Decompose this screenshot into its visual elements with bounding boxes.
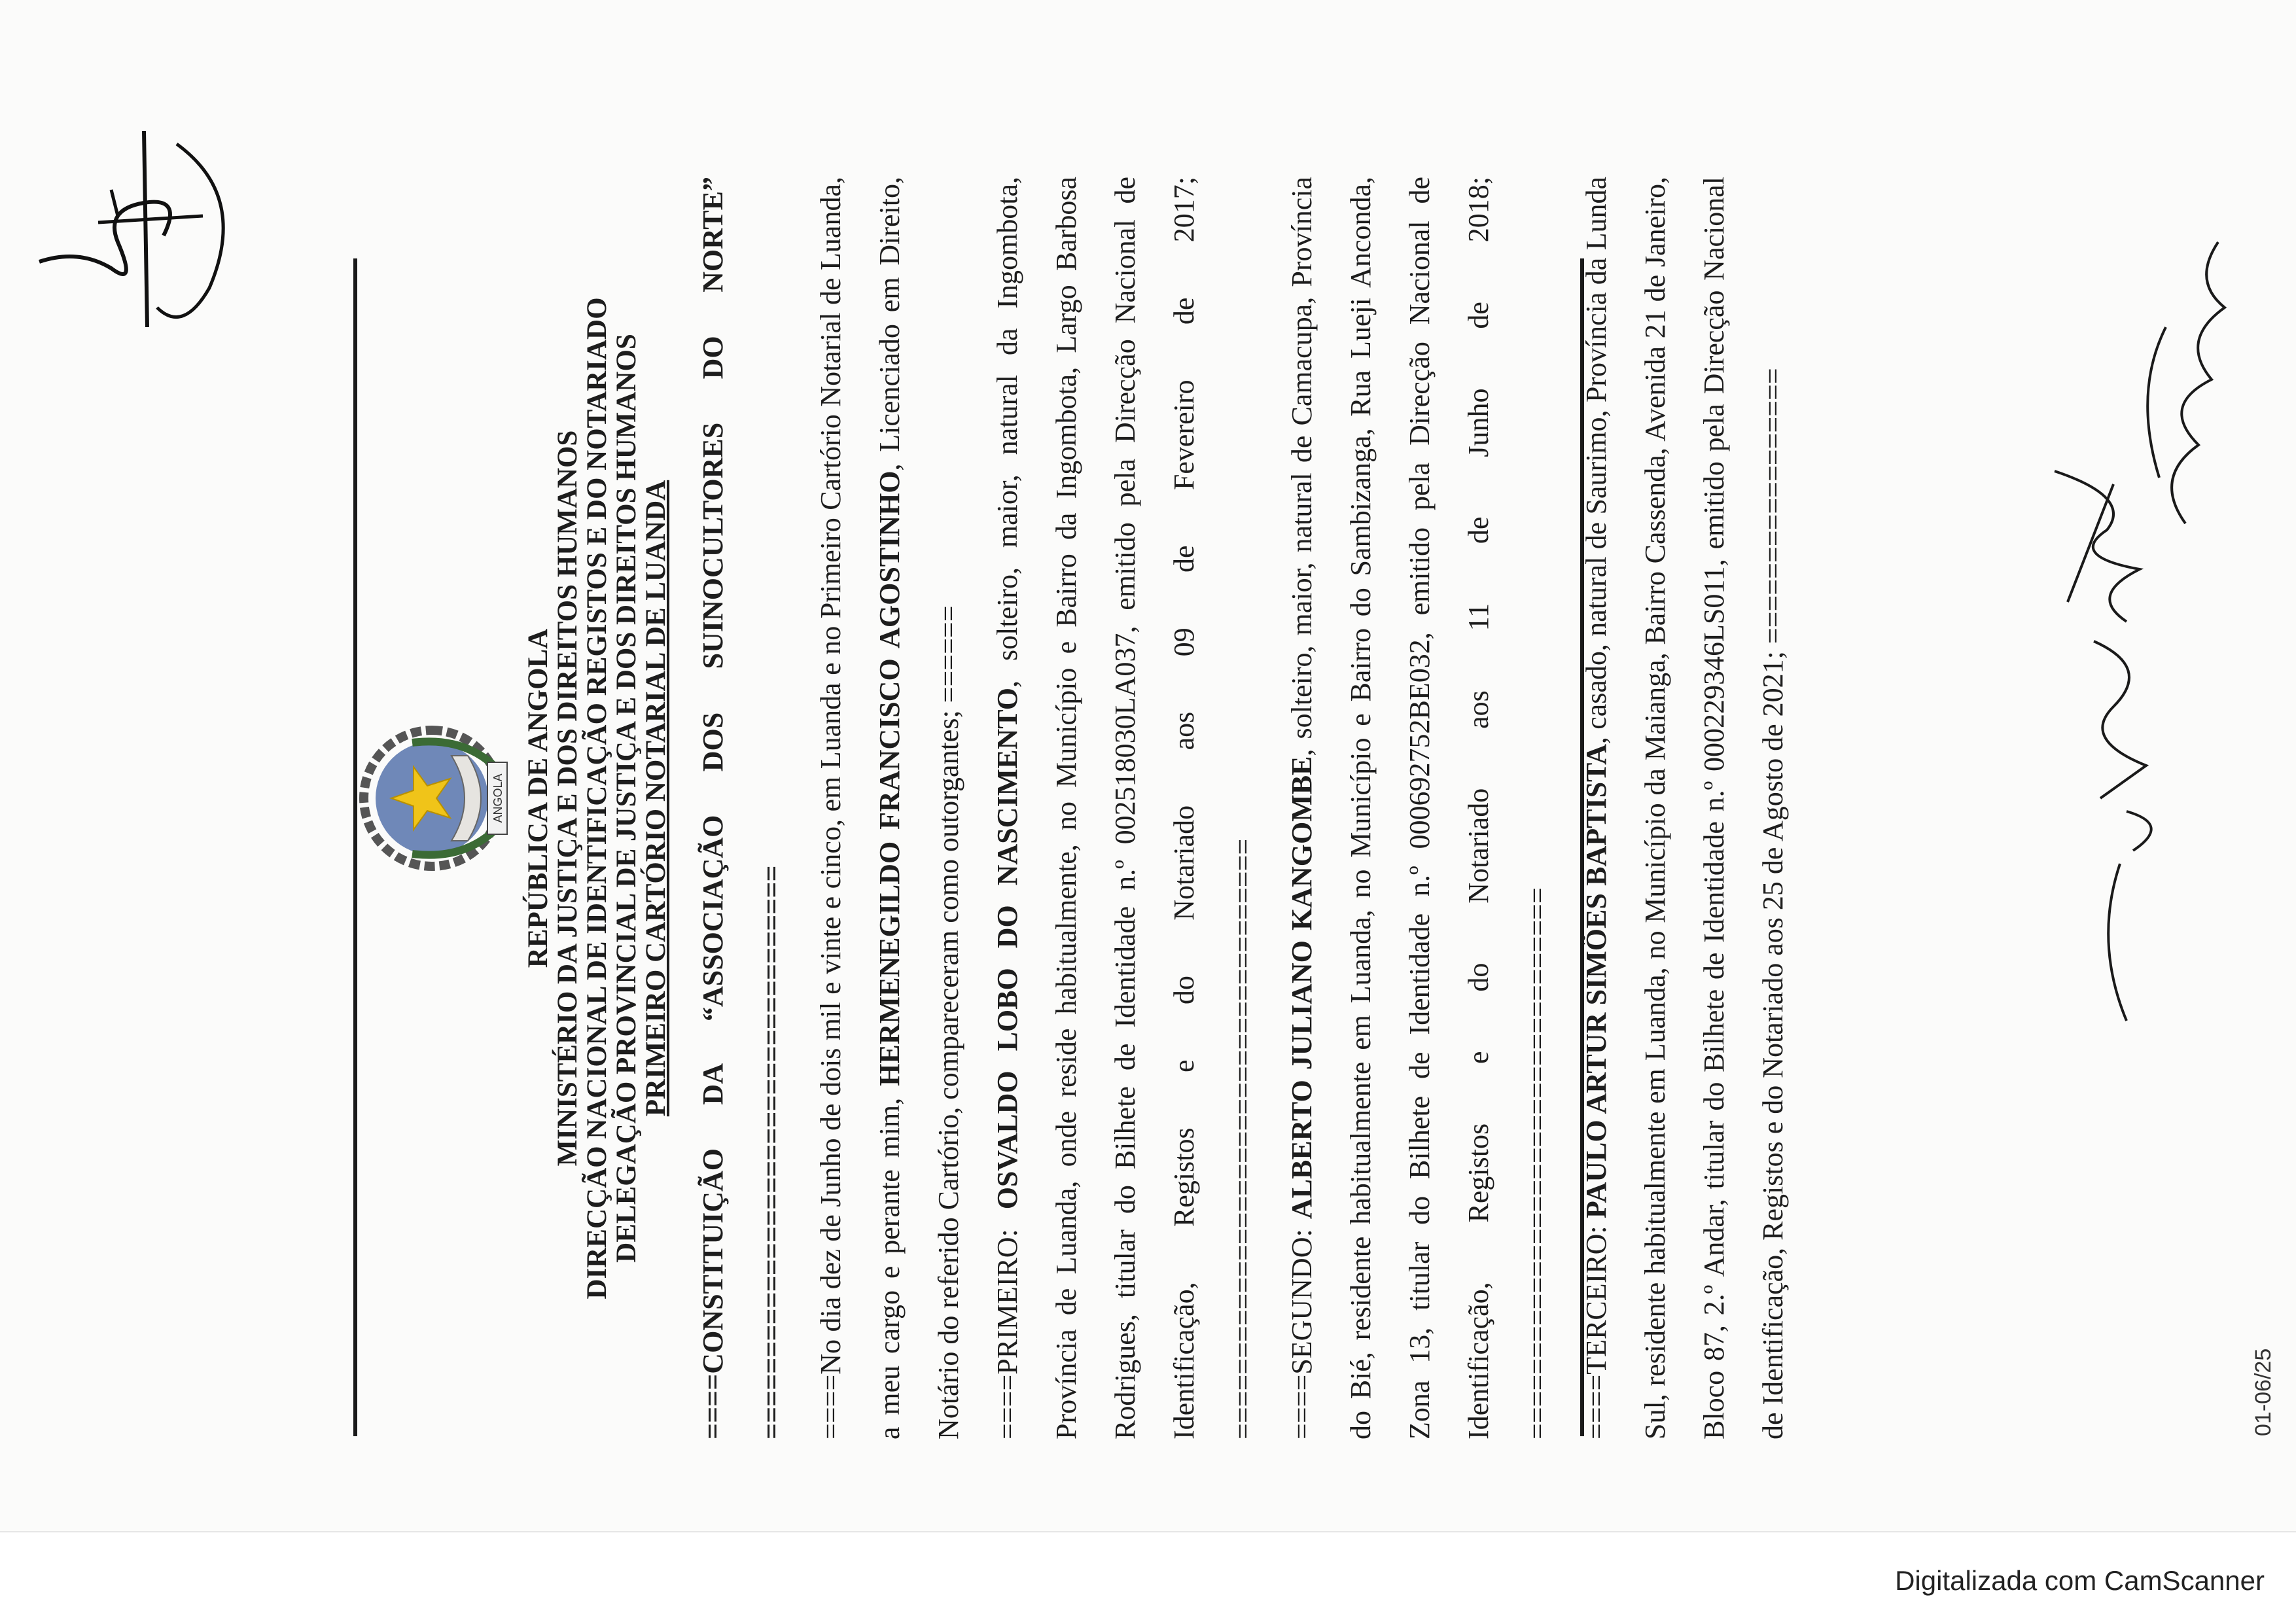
third-party-name: PAULO ARTUR SIMÕES BAPTISTA — [1580, 744, 1612, 1219]
deed-title: ====CONSTITUIÇÃO DA “ASSOCIAÇÃO DOS SUINOCULTORES DO NORTE” =================================== — [697, 177, 788, 1439]
deed-body — [684, 177, 1803, 1439]
svg-text:ANGOLA: ANGOLA — [491, 773, 504, 823]
signature-alberto-kangombe — [2028, 458, 2172, 628]
page-code: 01-06/25 — [2251, 1348, 2276, 1436]
first-party-name: OSVALDO LOBO DO NASCIMENTO — [991, 687, 1023, 1210]
notary-name: HERMENEGILDO FRANCISCO AGOSTINHO — [874, 470, 906, 1086]
second-party-name: ALBERTO JULIANO KANGOMBE — [1286, 756, 1318, 1220]
office-heading: PRIMEIRO CARTÓRIO NOTARIAL DE LUANDA — [641, 480, 671, 1117]
country-heading: REPÚBLICA DE ANGOLA — [523, 628, 554, 968]
delegation-heading: DELEGAÇÃO PROVINCIAL DE JUSTIÇA E DOS DIREITOS HUMANOS — [611, 334, 642, 1263]
third-party: ====TERCEIRO: PAULO ARTUR SIMÕES BAPTISTA, casado, natural de Saurimo, Província da Lunda Sul, residente habitualmente em Luanda, no Município da Maianga, Bairro Cassenda, Avenida 21 de Janeiro, Bloco 87, 2.º Andar, titular do Bilhete de Identidade n.º 000229346LS011, emitido pela Direcção Nacional de Identificação, Registos e do Notariado aos 25 de Agosto de 2021; ================= — [1580, 177, 1789, 1439]
top-rule — [353, 258, 357, 1436]
scanner-footer — [0, 1531, 2296, 1624]
angola-coat-of-arms-seal — [353, 716, 517, 880]
second-party: ====SEGUNDO: ALBERTO JULIANO KANGOMBE, solteiro, maior, natural de Camacupa, Província do Bié, residente habitualmente em Luanda, no Município e Bairro do Sambizanga, Rua Lueji Anconda, Zona 13, titular do Bilhete de Identidade n.º 000692752BE032, emitido pela Direcção Nacional de Identificação, Registos e do Notariado aos 11 de Junho de 2018; ================================== — [1286, 177, 1553, 1439]
directorate-heading: DIRECÇÃO NACIONAL DE IDENTIFICAÇÃO REGISTOS E DO NOTARIADO — [582, 297, 612, 1299]
signature-osvaldo-nascimento — [2055, 628, 2185, 1034]
deed-intro: ====No dia dez de Junho de dois mil e vinte e cinco, em Luanda e no Primeiro Cartório Notarial de Luanda, a meu cargo e perante mim, HERMENEGILDO FRANCISCO AGOSTINHO, Licenciado em Direito, Notário do referido Cartório, compareceram como outorgantes; ====== — [815, 176, 964, 1439]
first-party: ====PRIMEIRO: OSVALDO LOBO DO NASCIMENTO, solteiro, maior, natural da Ingombota, Província de Luanda, onde reside habitualmente, no Município e Bairro da Ingombota, Largo Barbosa Rodrigues, titular do Bilhete de Identidade n.º 002518030LA037, emitido pela Direcção Nacional de Identificação, Registos e do Notariado aos 09 de Fevereiro de 2017; ===================================== — [991, 176, 1259, 1439]
ministry-heading: MINISTÉRIO DA JUSTIÇA E DOS DIREITOS HUMANOS — [552, 430, 583, 1167]
document-content — [353, 157, 2081, 1439]
notary-signature — [13, 92, 249, 353]
scanner-watermark: Digitalizada com CamScanner — [1895, 1565, 2265, 1596]
